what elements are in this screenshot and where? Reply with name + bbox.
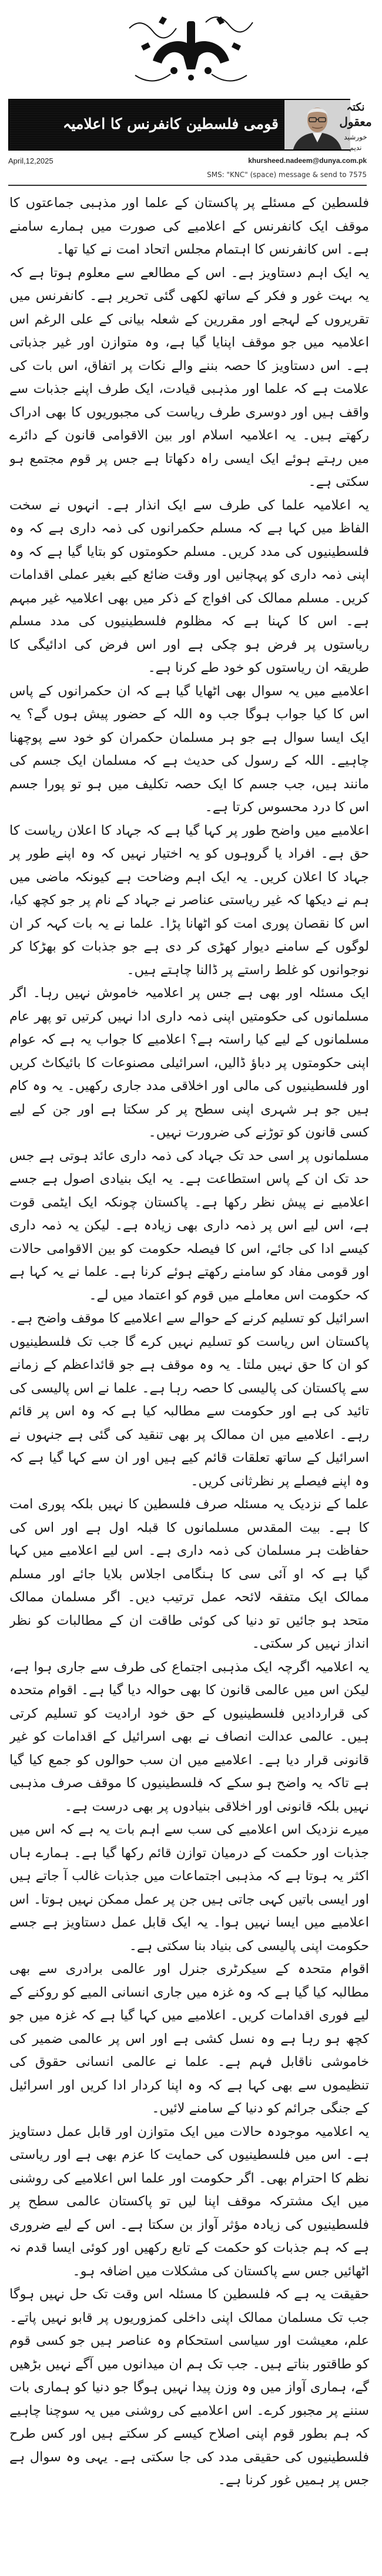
article-paragraph: اسرائیل کو تسلیم کرنے کے حوالے سے اعلامیے کا موقف واضح ہے۔ پاکستان اس ریاست کو تسلیم نہیں کرے گا جب تک فلسطینیوں کو ان کا حق نہیں ملتا۔ یہ وہ موقف ہے جو قائداعظم کے زمانے سے پاکستان کی پالیسی کا حصہ رہا ہے۔ علما نے اس پالیسی کی تائید کی ہے اور حکومت سے مطالبہ کیا ہے کہ وہ اس پر قائم رہے۔ اعلامیے میں ان ممالک پر بھی تنقید کی گئی ہے جنہوں نے اسرائیل کے ساتھ تعلقات قائم کیے ہیں اور ان سے کہا گیا ہے کہ وہ اپنے فیصلے پر نظرثانی کریں۔ xyxy=(9,1311,369,1489)
article-paragraph: اعلامیے میں یہ سوال بھی اٹھایا گیا ہے کہ ان حکمرانوں کے پاس اس کا کیا جواب ہوگا جب وہ اللہ کے حضور پیش ہوں گے؟ یہ ایک ایسا سوال ہے جو ہر مسلمان حکمران کو خود سے پوچھنا چاہیے۔ اللہ کے رسول کی حدیث ہے کہ مسلمان ایک جسم کی مانند ہیں، جب جسم کا ایک حصہ تکلیف میں ہو تو پورا جسم اس کا درد محسوس کرتا ہے۔ xyxy=(9,683,369,815)
calligraphy-logo-icon xyxy=(118,5,264,93)
author-name: خورشید ندیم xyxy=(344,133,367,152)
article-paragraph: ایک مسئلہ اور بھی ہے جس پر اعلامیہ خاموش نہیں رہا۔ اگر مسلمانوں کی حکومتیں اپنی ذمہ داری ادا نہیں کرتیں تو پھر عام مسلمانوں کے لیے کیا راستہ ہے؟ اعلامیے کا جواب یہ ہے کہ عوام اپنی حکومتوں پر دباؤ ڈالیں، اسرائیلی مصنوعات کا بائیکاٹ کریں اور فلسطینیوں کی مالی اور اخلاقی مدد جاری رکھیں۔ یہ وہ کام ہیں جو ہر شہری اپنی سطح پر کر سکتا ہے اور جن کے لیے کسی قانون کو توڑنے کی ضرورت نہیں۔ xyxy=(9,985,369,1140)
column-name-line2: معقول xyxy=(339,115,372,129)
article-paragraph: علما کے نزدیک یہ مسئلہ صرف فلسطین کا نہیں بلکہ پوری امت کا ہے۔ بیت المقدس مسلمانوں کا قبلہ اول ہے اور اس کی حفاظت ہر مسلمان کی ذمہ داری ہے۔ اس لیے اعلامیے میں کہا گیا ہے کہ او آئی سی کا ہنگامی اجلاس بلایا جائے اور مسلم ممالک ایک متفقہ لائحہ عمل ترتیب دیں۔ اگر مسلمان ممالک متحد ہو جائیں تو دنیا کی کوئی طاقت ان کے مطالبات کو نظر انداز نہیں کر سکتی۔ xyxy=(9,1497,369,1651)
column-banner xyxy=(8,99,374,151)
article-body xyxy=(9,192,369,2562)
newspaper-logo xyxy=(118,5,264,93)
article-paragraph: یہ اعلامیہ موجودہ حالات میں ایک متوازن اور قابل عمل دستاویز ہے۔ اس میں فلسطینیوں کی حمایت کا عزم بھی ہے اور ریاستی نظم کا احترام بھی۔ اگر حکومت اور علما اس اعلامیے کی روشنی میں ایک مشترکہ موقف اپنا لیں تو پاکستان عالمی سطح پر فلسطینیوں کی زیادہ مؤثر آواز بن سکتا ہے۔ اس کے لیے ضروری ہے کہ ہم جذبات کو حکمت کے تابع رکھیں اور کوئی ایسا قدم نہ اٹھائیں جس سے پاکستان کی مشکلات میں اضافہ ہو۔ xyxy=(9,2124,369,2279)
article-paragraph: مسلمانوں پر اسی حد تک جہاد کی ذمہ داری عائد ہوتی ہے جس حد تک ان کے پاس استطاعت ہے۔ یہ ایک بنیادی اصول ہے جسے اعلامیے نے پیش نظر رکھا ہے۔ پاکستان چونکہ ایک ایٹمی قوت ہے، اس لیے اس پر ذمہ داری بھی زیادہ ہے۔ لیکن یہ ذمہ داری کیسے ادا کی جائے، اس کا فیصلہ حکومت کو بین الاقوامی حالات اور قومی مفاد کو سامنے رکھتے ہوئے کرنا ہے۔ علما نے یہ کہا ہے کہ حکومت اس معاملے میں قوم کو اعتماد میں لے۔ xyxy=(9,1148,369,1303)
sms-line xyxy=(8,171,367,182)
article-paragraph: یہ ایک اہم دستاویز ہے۔ اس کے مطالعے سے معلوم ہوتا ہے کہ یہ بہت غور و فکر کے ساتھ لکھی گئی تحریر ہے۔ کانفرنس میں تقریروں کے لہجے اور مقررین کے شعلہ بیانی کے علی الرغم اس اعلامیہ میں جو موقف اپنایا گیا ہے، وہ متوازن اور غیر جذباتی ہے۔ اس دستاویز کا حصہ بننے والے نکات پر اتفاق، اس بات کی علامت ہے کہ علما اور مذہبی قیادت، ایک طرف اپنے جذبات سے واقف ہیں اور دوسری طرف ریاست کی مجبوریوں کا بھی ادراک رکھتے ہیں۔ یہ اعلامیہ اسلام اور بین الاقوامی قانون کے دائرے میں رہتے ہوئے ایک ایسی راہ دکھاتا ہے جس پر قوم مجتمع ہو سکتی ہے۔ xyxy=(9,265,369,489)
column-name-line1: نکتہ xyxy=(346,101,365,114)
article-paragraph: اقوام متحدہ کے سیکرٹری جنرل اور عالمی برادری سے بھی مطالبہ کیا گیا ہے کہ وہ غزہ میں جاری انسانی المیے کو روکنے کے لیے فوری اقدامات کریں۔ اعلامیے میں کہا گیا ہے کہ غزہ میں جو کچھ ہو رہا ہے وہ نسل کشی ہے اور اس پر عالمی ضمیر کی خاموشی ناقابل فہم ہے۔ علما نے عالمی انسانی حقوق کی تنظیموں سے بھی کہا ہے کہ وہ اپنا کردار ادا کریں اور اسرائیل کے جنگی جرائم کو دنیا کے سامنے لائیں۔ xyxy=(9,1961,369,2116)
article-paragraph: اعلامیے میں واضح طور پر کہا گیا ہے کہ جہاد کا اعلان ریاست کا حق ہے۔ افراد یا گروہوں کو یہ اختیار نہیں کہ وہ اپنے طور پر جہاد کا اعلان کریں۔ یہ ایک اہم وضاحت ہے کیونکہ ماضی میں ہم نے دیکھا کہ غیر ریاستی عناصر نے جہاد کے نام پر جو کچھ کیا، اس کا نقصان پوری امت کو اٹھانا پڑا۔ علما نے یہ بات کہہ کر ان لوگوں کے سامنے دیوار کھڑی کر دی ہے جو جذبات کو بھڑکا کر نوجوانوں کو غلط راستے پر ڈالنا چاہتے ہیں۔ xyxy=(9,822,369,978)
header-divider xyxy=(8,185,367,186)
author-email-link[interactable]: khursheed.nadeem@dunya.com.pk xyxy=(248,156,367,165)
article-paragraph: یہ اعلامیہ اگرچہ ایک مذہبی اجتماع کی طرف سے جاری ہوا ہے، لیکن اس میں عالمی قانون کا بھی حوالہ دیا گیا ہے۔ اقوام متحدہ کی قراردادیں فلسطینیوں کے حق خود ارادیت کو تسلیم کرتی ہیں۔ عالمی عدالت انصاف نے بھی اسرائیل کے اقدامات کو غیر قانونی قرار دیا ہے۔ اعلامیے میں ان سب حوالوں کو جمع کیا گیا ہے تاکہ یہ واضح ہو سکے کہ فلسطینیوں کا موقف صرف مذہبی نہیں بلکہ قانونی اور اخلاقی بنیادوں پر بھی درست ہے۔ xyxy=(9,1659,369,1814)
article-paragraph: میرے نزدیک اس اعلامیے کی سب سے اہم بات یہ ہے کہ اس میں جذبات اور حکمت کے درمیان توازن قائم رکھا گیا ہے۔ ہمارے ہاں اکثر یہ ہوتا ہے کہ مذہبی اجتماعات میں جذبات غالب آ جاتے ہیں اور ایسی باتیں کہی جاتی ہیں جن پر عمل ممکن نہیں ہوتا۔ اس اعلامیے میں ایسا نہیں ہوا۔ یہ ایک قابل عمل دستاویز ہے جسے حکومت اپنی پالیسی کی بنیاد بنا سکتی ہے۔ xyxy=(9,1822,369,1954)
sms-instruction: SMS: "KNC" (space) message & send to 7575 xyxy=(207,171,367,179)
article-paragraph: فلسطین کے مسئلے پر پاکستان کے علما اور مذہبی جماعتوں کا موقف ایک کانفرنس کے اعلامیے کی صورت میں ہمارے سامنے ہے۔ اس کانفرنس کا اہتمام مجلس اتحاد امت نے کیا تھا۔ xyxy=(9,195,369,257)
masthead xyxy=(0,0,382,189)
article-paragraph: حقیقت یہ ہے کہ فلسطین کا مسئلہ اس وقت تک حل نہیں ہوگا جب تک مسلمان ممالک اپنی داخلی کمزوریوں پر قابو نہیں پاتے۔ علم، معیشت اور سیاسی استحکام وہ عناصر ہیں جو کسی قوم کو طاقتور بناتے ہیں۔ جب تک ہم ان میدانوں میں آگے نہیں بڑھیں گے، ہماری آواز میں وہ وزن پیدا نہیں ہوگا جو دنیا کو ہماری بات سننے پر مجبور کرے۔ اس اعلامیے کی روشنی میں یہ سوچنا چاہیے کہ ہم بطور قوم اپنی اصلاح کیسے کر سکتے ہیں اور کس طرح فلسطینیوں کی حقیقی مدد کی جا سکتی ہے۔ یہی وہ سوال ہے جس پر ہمیں غور کرنا ہے۔ xyxy=(9,2287,369,2488)
publish-date: April,12,2025 xyxy=(8,156,53,165)
column-title: قومی فلسطین کانفرنس کا اعلامیہ xyxy=(62,115,279,132)
date-email-line xyxy=(8,156,367,167)
article-paragraph: یہ اعلامیہ علما کی طرف سے ایک انذار ہے۔ انہوں نے سخت الفاظ میں کہا ہے کہ مسلم حکمرانوں کی ذمہ داری ہے کہ وہ فلسطینیوں کی مدد کریں۔ مسلم حکومتوں کو بتایا گیا ہے کہ وہ اپنی ذمہ داری کو پہچانیں اور وقت ضائع کیے بغیر عملی اقدامات کریں۔ مسلم ممالک کی افواج کے ذکر میں بھی اعلامیہ غیر مبہم ہے۔ اس کا کہنا ہے کہ مظلوم فلسطینیوں کی مدد مسلم ریاستوں پر فرض ہو چکی ہے اور اس فرض کی ادائیگی کا طریقہ ان ریاستوں کو خود طے کرنا ہے۔ xyxy=(9,497,369,675)
column-name-block xyxy=(337,101,374,152)
